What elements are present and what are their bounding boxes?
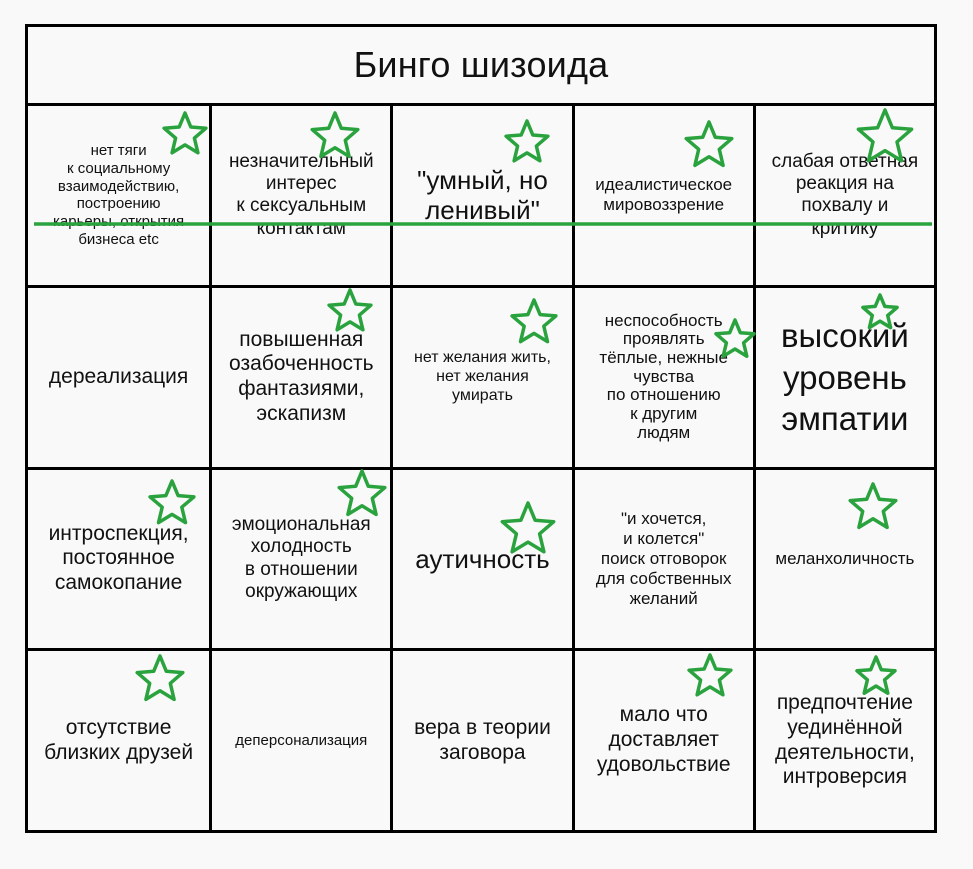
cell-text: "и хочется, и колется" поиск отговорок для собственных желаний	[595, 508, 732, 608]
cell-text: интроспекция, постоянное самокопание	[48, 521, 189, 595]
cell-text: нет тяги к социальному взаимодействию, построению карьеры, открытия бизнеса etc	[53, 142, 185, 248]
cell-text: эмоциональная холодность в отношении окружающих	[231, 514, 371, 603]
board-title: Бинго шизоида	[353, 44, 609, 85]
cell-text: повышенная озабоченность фантазиями, эскапизм	[229, 327, 374, 425]
cell-text: деперсонализация	[235, 731, 368, 749]
cell-2-5	[753, 285, 934, 467]
cell-1-5	[753, 103, 934, 285]
bingo-board	[25, 24, 937, 833]
cell-3-5	[753, 467, 934, 649]
cell-text: аутичность	[415, 543, 550, 574]
cell-4-5	[753, 648, 934, 830]
cell-text: незначительный интерес к сексуальным контактам	[228, 150, 374, 239]
cell-1-1	[28, 103, 209, 285]
cell-text: мало что доставляет удовольствие	[596, 703, 731, 776]
cell-text: неспособность проявлять тёплые, нежные чувства по отношению к другим людям	[599, 310, 728, 442]
cell-2-4	[572, 285, 753, 467]
cell-text: предпочтение уединённой деятельности, интроверсия	[774, 691, 915, 789]
cell-text: слабая ответная реакция на похвалу и критику	[771, 150, 919, 239]
cell-text: меланхоличность	[775, 548, 915, 568]
cell-1-4	[572, 103, 753, 285]
cell-text: отсутствие близких друзей	[44, 715, 194, 764]
cell-text: дереализация	[48, 364, 189, 388]
cell-1-3	[390, 103, 571, 285]
cell-3-2	[209, 467, 390, 649]
cell-4-2	[209, 648, 390, 830]
cell-2-2	[209, 285, 390, 467]
cell-text: высокий уровень эмпатии	[781, 317, 909, 437]
cell-text: вера в теории заговора	[414, 715, 551, 764]
cell-4-3	[390, 648, 571, 830]
cell-3-3	[390, 467, 571, 649]
cell-4-1	[28, 648, 209, 830]
cell-text: "умный, но ленивый"	[417, 164, 548, 226]
bingo-grid	[28, 103, 934, 830]
cell-text: идеалистическое мировоззрение	[595, 175, 733, 215]
cell-3-1	[28, 467, 209, 649]
cell-3-4	[572, 467, 753, 649]
cell-1-2	[209, 103, 390, 285]
cell-2-1	[28, 285, 209, 467]
cell-text: нет желания жить, нет желания умирать	[414, 348, 551, 404]
cell-4-4	[572, 648, 753, 830]
cell-2-3	[390, 285, 571, 467]
